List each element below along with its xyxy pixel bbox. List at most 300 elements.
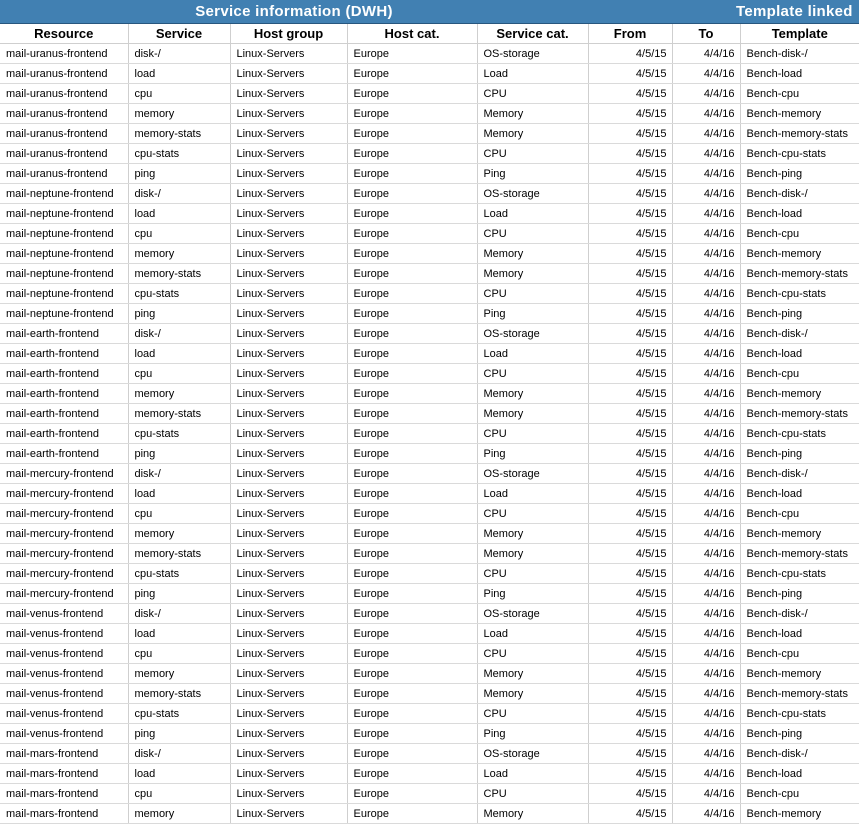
cell-template[interactable]: Bench-memory xyxy=(740,524,859,544)
cell-service-cat[interactable]: OS-storage xyxy=(477,44,588,64)
cell-service-cat[interactable]: OS-storage xyxy=(477,324,588,344)
cell-service-cat[interactable]: CPU xyxy=(477,704,588,724)
cell-from[interactable]: 4/5/15 xyxy=(588,84,672,104)
cell-to[interactable]: 4/4/16 xyxy=(672,504,740,524)
cell-service-cat[interactable]: Memory xyxy=(477,684,588,704)
cell-from[interactable]: 4/5/15 xyxy=(588,404,672,424)
cell-host-group[interactable]: Linux-Servers xyxy=(230,44,347,64)
cell-from[interactable]: 4/5/15 xyxy=(588,784,672,804)
cell-service[interactable]: memory-stats xyxy=(128,404,230,424)
cell-host-group[interactable]: Linux-Servers xyxy=(230,484,347,504)
cell-service-cat[interactable]: Load xyxy=(477,344,588,364)
cell-resource[interactable]: mail-earth-frontend xyxy=(0,444,128,464)
cell-host-cat[interactable]: Europe xyxy=(347,44,477,64)
cell-service[interactable]: cpu xyxy=(128,784,230,804)
cell-template[interactable]: Bench-cpu-stats xyxy=(740,144,859,164)
cell-service-cat[interactable]: Memory xyxy=(477,524,588,544)
cell-host-cat[interactable]: Europe xyxy=(347,264,477,284)
cell-service-cat[interactable]: OS-storage xyxy=(477,184,588,204)
cell-service[interactable]: load xyxy=(128,484,230,504)
cell-service[interactable]: load xyxy=(128,624,230,644)
column-header-host-cat[interactable]: Host cat. xyxy=(347,24,477,44)
cell-resource[interactable]: mail-mercury-frontend xyxy=(0,524,128,544)
cell-template[interactable]: Bench-load xyxy=(740,484,859,504)
cell-from[interactable]: 4/5/15 xyxy=(588,164,672,184)
cell-resource[interactable]: mail-neptune-frontend xyxy=(0,184,128,204)
cell-host-group[interactable]: Linux-Servers xyxy=(230,544,347,564)
cell-from[interactable]: 4/5/15 xyxy=(588,204,672,224)
cell-resource[interactable]: mail-mars-frontend xyxy=(0,764,128,784)
cell-resource[interactable]: mail-earth-frontend xyxy=(0,344,128,364)
cell-resource[interactable]: mail-mercury-frontend xyxy=(0,584,128,604)
cell-template[interactable]: Bench-memory-stats xyxy=(740,404,859,424)
cell-template[interactable]: Bench-memory-stats xyxy=(740,264,859,284)
cell-template[interactable]: Bench-cpu-stats xyxy=(740,704,859,724)
cell-service-cat[interactable]: Memory xyxy=(477,264,588,284)
cell-template[interactable]: Bench-load xyxy=(740,64,859,84)
cell-resource[interactable]: mail-neptune-frontend xyxy=(0,284,128,304)
cell-from[interactable]: 4/5/15 xyxy=(588,424,672,444)
cell-host-group[interactable]: Linux-Servers xyxy=(230,244,347,264)
cell-host-cat[interactable]: Europe xyxy=(347,64,477,84)
cell-service[interactable]: memory xyxy=(128,384,230,404)
cell-from[interactable]: 4/5/15 xyxy=(588,464,672,484)
cell-host-cat[interactable]: Europe xyxy=(347,664,477,684)
cell-template[interactable]: Bench-memory-stats xyxy=(740,124,859,144)
cell-to[interactable]: 4/4/16 xyxy=(672,764,740,784)
cell-resource[interactable]: mail-uranus-frontend xyxy=(0,64,128,84)
cell-host-cat[interactable]: Europe xyxy=(347,284,477,304)
cell-from[interactable]: 4/5/15 xyxy=(588,384,672,404)
cell-template[interactable]: Bench-ping xyxy=(740,724,859,744)
cell-template[interactable]: Bench-cpu-stats xyxy=(740,564,859,584)
cell-template[interactable]: Bench-cpu xyxy=(740,84,859,104)
cell-host-group[interactable]: Linux-Servers xyxy=(230,444,347,464)
cell-service-cat[interactable]: CPU xyxy=(477,224,588,244)
cell-host-group[interactable]: Linux-Servers xyxy=(230,784,347,804)
cell-service[interactable]: cpu-stats xyxy=(128,284,230,304)
cell-service[interactable]: load xyxy=(128,204,230,224)
cell-from[interactable]: 4/5/15 xyxy=(588,304,672,324)
cell-host-group[interactable]: Linux-Servers xyxy=(230,104,347,124)
column-header-from[interactable]: From xyxy=(588,24,672,44)
cell-service-cat[interactable]: Memory xyxy=(477,244,588,264)
cell-host-cat[interactable]: Europe xyxy=(347,344,477,364)
cell-service[interactable]: memory-stats xyxy=(128,544,230,564)
cell-to[interactable]: 4/4/16 xyxy=(672,464,740,484)
cell-service[interactable]: memory xyxy=(128,664,230,684)
cell-template[interactable]: Bench-memory xyxy=(740,244,859,264)
cell-resource[interactable]: mail-venus-frontend xyxy=(0,724,128,744)
cell-service-cat[interactable]: Memory xyxy=(477,544,588,564)
cell-host-group[interactable]: Linux-Servers xyxy=(230,164,347,184)
cell-service-cat[interactable]: Memory xyxy=(477,664,588,684)
cell-template[interactable]: Bench-memory xyxy=(740,104,859,124)
cell-resource[interactable]: mail-uranus-frontend xyxy=(0,164,128,184)
cell-service-cat[interactable]: Ping xyxy=(477,724,588,744)
cell-from[interactable]: 4/5/15 xyxy=(588,744,672,764)
cell-from[interactable]: 4/5/15 xyxy=(588,544,672,564)
cell-template[interactable]: Bench-disk-/ xyxy=(740,604,859,624)
cell-template[interactable]: Bench-memory-stats xyxy=(740,544,859,564)
cell-host-group[interactable]: Linux-Servers xyxy=(230,464,347,484)
cell-template[interactable]: Bench-disk-/ xyxy=(740,744,859,764)
column-header-host-group[interactable]: Host group xyxy=(230,24,347,44)
cell-host-cat[interactable]: Europe xyxy=(347,584,477,604)
column-header-to[interactable]: To xyxy=(672,24,740,44)
cell-resource[interactable]: mail-mercury-frontend xyxy=(0,464,128,484)
cell-host-group[interactable]: Linux-Servers xyxy=(230,804,347,824)
cell-from[interactable]: 4/5/15 xyxy=(588,704,672,724)
cell-host-group[interactable]: Linux-Servers xyxy=(230,184,347,204)
cell-from[interactable]: 4/5/15 xyxy=(588,484,672,504)
cell-host-cat[interactable]: Europe xyxy=(347,764,477,784)
cell-host-group[interactable]: Linux-Servers xyxy=(230,684,347,704)
cell-host-cat[interactable]: Europe xyxy=(347,524,477,544)
cell-service-cat[interactable]: CPU xyxy=(477,504,588,524)
cell-service-cat[interactable]: Memory xyxy=(477,804,588,824)
cell-template[interactable]: Bench-load xyxy=(740,204,859,224)
cell-service[interactable]: cpu xyxy=(128,644,230,664)
cell-from[interactable]: 4/5/15 xyxy=(588,764,672,784)
cell-service-cat[interactable]: Ping xyxy=(477,584,588,604)
cell-resource[interactable]: mail-mars-frontend xyxy=(0,784,128,804)
cell-host-cat[interactable]: Europe xyxy=(347,144,477,164)
cell-from[interactable]: 4/5/15 xyxy=(588,364,672,384)
cell-from[interactable]: 4/5/15 xyxy=(588,324,672,344)
cell-service[interactable]: memory xyxy=(128,804,230,824)
cell-service-cat[interactable]: Memory xyxy=(477,384,588,404)
cell-service[interactable]: ping xyxy=(128,164,230,184)
cell-to[interactable]: 4/4/16 xyxy=(672,224,740,244)
cell-template[interactable]: Bench-cpu xyxy=(740,224,859,244)
cell-from[interactable]: 4/5/15 xyxy=(588,524,672,544)
cell-template[interactable]: Bench-cpu xyxy=(740,364,859,384)
cell-host-group[interactable]: Linux-Servers xyxy=(230,204,347,224)
cell-host-cat[interactable]: Europe xyxy=(347,384,477,404)
cell-host-group[interactable]: Linux-Servers xyxy=(230,664,347,684)
cell-resource[interactable]: mail-earth-frontend xyxy=(0,424,128,444)
cell-resource[interactable]: mail-earth-frontend xyxy=(0,324,128,344)
cell-to[interactable]: 4/4/16 xyxy=(672,724,740,744)
cell-service-cat[interactable]: OS-storage xyxy=(477,604,588,624)
cell-to[interactable]: 4/4/16 xyxy=(672,164,740,184)
cell-service[interactable]: cpu xyxy=(128,504,230,524)
cell-host-cat[interactable]: Europe xyxy=(347,704,477,724)
cell-host-group[interactable]: Linux-Servers xyxy=(230,324,347,344)
cell-resource[interactable]: mail-neptune-frontend xyxy=(0,264,128,284)
cell-service[interactable]: cpu-stats xyxy=(128,704,230,724)
cell-to[interactable]: 4/4/16 xyxy=(672,64,740,84)
cell-resource[interactable]: mail-uranus-frontend xyxy=(0,44,128,64)
cell-host-group[interactable]: Linux-Servers xyxy=(230,224,347,244)
cell-service[interactable]: disk-/ xyxy=(128,184,230,204)
cell-template[interactable]: Bench-cpu xyxy=(740,784,859,804)
cell-template[interactable]: Bench-ping xyxy=(740,304,859,324)
cell-host-cat[interactable]: Europe xyxy=(347,364,477,384)
cell-service[interactable]: memory-stats xyxy=(128,264,230,284)
cell-template[interactable]: Bench-memory xyxy=(740,384,859,404)
cell-host-cat[interactable]: Europe xyxy=(347,244,477,264)
cell-host-cat[interactable]: Europe xyxy=(347,444,477,464)
cell-host-group[interactable]: Linux-Servers xyxy=(230,564,347,584)
cell-from[interactable]: 4/5/15 xyxy=(588,584,672,604)
cell-host-cat[interactable]: Europe xyxy=(347,644,477,664)
cell-template[interactable]: Bench-memory xyxy=(740,664,859,684)
column-header-resource[interactable]: Resource xyxy=(0,24,128,44)
cell-resource[interactable]: mail-mars-frontend xyxy=(0,744,128,764)
cell-host-group[interactable]: Linux-Servers xyxy=(230,404,347,424)
cell-to[interactable]: 4/4/16 xyxy=(672,384,740,404)
column-header-service[interactable]: Service xyxy=(128,24,230,44)
cell-service[interactable]: ping xyxy=(128,584,230,604)
cell-host-cat[interactable]: Europe xyxy=(347,784,477,804)
cell-service[interactable]: cpu-stats xyxy=(128,424,230,444)
cell-host-group[interactable]: Linux-Servers xyxy=(230,584,347,604)
cell-from[interactable]: 4/5/15 xyxy=(588,64,672,84)
cell-service[interactable]: ping xyxy=(128,304,230,324)
cell-resource[interactable]: mail-earth-frontend xyxy=(0,384,128,404)
cell-resource[interactable]: mail-mercury-frontend xyxy=(0,564,128,584)
cell-from[interactable]: 4/5/15 xyxy=(588,44,672,64)
column-header-template[interactable]: Template xyxy=(740,24,859,44)
cell-host-cat[interactable]: Europe xyxy=(347,484,477,504)
cell-from[interactable]: 4/5/15 xyxy=(588,664,672,684)
cell-host-group[interactable]: Linux-Servers xyxy=(230,624,347,644)
cell-resource[interactable]: mail-venus-frontend xyxy=(0,704,128,724)
cell-host-group[interactable]: Linux-Servers xyxy=(230,64,347,84)
cell-to[interactable]: 4/4/16 xyxy=(672,524,740,544)
cell-to[interactable]: 4/4/16 xyxy=(672,424,740,444)
cell-host-group[interactable]: Linux-Servers xyxy=(230,124,347,144)
cell-host-cat[interactable]: Europe xyxy=(347,684,477,704)
cell-resource[interactable]: mail-neptune-frontend xyxy=(0,204,128,224)
cell-service[interactable]: memory-stats xyxy=(128,684,230,704)
cell-to[interactable]: 4/4/16 xyxy=(672,744,740,764)
cell-to[interactable]: 4/4/16 xyxy=(672,124,740,144)
cell-resource[interactable]: mail-venus-frontend xyxy=(0,624,128,644)
cell-host-cat[interactable]: Europe xyxy=(347,804,477,824)
cell-to[interactable]: 4/4/16 xyxy=(672,704,740,724)
cell-to[interactable]: 4/4/16 xyxy=(672,644,740,664)
cell-resource[interactable]: mail-uranus-frontend xyxy=(0,104,128,124)
cell-host-cat[interactable]: Europe xyxy=(347,504,477,524)
cell-from[interactable]: 4/5/15 xyxy=(588,144,672,164)
cell-host-group[interactable]: Linux-Servers xyxy=(230,424,347,444)
cell-template[interactable]: Bench-load xyxy=(740,344,859,364)
cell-service[interactable]: cpu-stats xyxy=(128,564,230,584)
cell-host-cat[interactable]: Europe xyxy=(347,624,477,644)
cell-service-cat[interactable]: Load xyxy=(477,204,588,224)
cell-to[interactable]: 4/4/16 xyxy=(672,364,740,384)
cell-template[interactable]: Bench-memory xyxy=(740,804,859,824)
cell-service[interactable]: cpu xyxy=(128,84,230,104)
cell-from[interactable]: 4/5/15 xyxy=(588,224,672,244)
cell-host-cat[interactable]: Europe xyxy=(347,724,477,744)
cell-template[interactable]: Bench-load xyxy=(740,624,859,644)
cell-host-cat[interactable]: Europe xyxy=(347,424,477,444)
cell-from[interactable]: 4/5/15 xyxy=(588,184,672,204)
cell-service[interactable]: disk-/ xyxy=(128,604,230,624)
cell-to[interactable]: 4/4/16 xyxy=(672,204,740,224)
cell-to[interactable]: 4/4/16 xyxy=(672,244,740,264)
cell-from[interactable]: 4/5/15 xyxy=(588,624,672,644)
cell-from[interactable]: 4/5/15 xyxy=(588,604,672,624)
cell-template[interactable]: Bench-cpu-stats xyxy=(740,424,859,444)
cell-resource[interactable]: mail-neptune-frontend xyxy=(0,224,128,244)
cell-to[interactable]: 4/4/16 xyxy=(672,184,740,204)
cell-host-group[interactable]: Linux-Servers xyxy=(230,604,347,624)
cell-host-group[interactable]: Linux-Servers xyxy=(230,304,347,324)
cell-resource[interactable]: mail-uranus-frontend xyxy=(0,84,128,104)
cell-host-group[interactable]: Linux-Servers xyxy=(230,764,347,784)
cell-template[interactable]: Bench-cpu-stats xyxy=(740,284,859,304)
cell-to[interactable]: 4/4/16 xyxy=(672,664,740,684)
cell-service-cat[interactable]: CPU xyxy=(477,564,588,584)
cell-to[interactable]: 4/4/16 xyxy=(672,84,740,104)
cell-host-cat[interactable]: Europe xyxy=(347,744,477,764)
cell-resource[interactable]: mail-mercury-frontend xyxy=(0,484,128,504)
cell-service[interactable]: load xyxy=(128,344,230,364)
column-header-service-cat[interactable]: Service cat. xyxy=(477,24,588,44)
cell-resource[interactable]: mail-mercury-frontend xyxy=(0,544,128,564)
cell-from[interactable]: 4/5/15 xyxy=(588,244,672,264)
cell-service-cat[interactable]: CPU xyxy=(477,144,588,164)
cell-from[interactable]: 4/5/15 xyxy=(588,644,672,664)
cell-service-cat[interactable]: OS-storage xyxy=(477,464,588,484)
cell-service-cat[interactable]: CPU xyxy=(477,784,588,804)
cell-template[interactable]: Bench-ping xyxy=(740,444,859,464)
cell-service-cat[interactable]: OS-storage xyxy=(477,744,588,764)
cell-host-cat[interactable]: Europe xyxy=(347,124,477,144)
cell-host-group[interactable]: Linux-Servers xyxy=(230,264,347,284)
cell-resource[interactable]: mail-uranus-frontend xyxy=(0,124,128,144)
cell-to[interactable]: 4/4/16 xyxy=(672,624,740,644)
cell-host-cat[interactable]: Europe xyxy=(347,404,477,424)
cell-from[interactable]: 4/5/15 xyxy=(588,724,672,744)
cell-host-group[interactable]: Linux-Servers xyxy=(230,384,347,404)
cell-to[interactable]: 4/4/16 xyxy=(672,584,740,604)
cell-template[interactable]: Bench-cpu xyxy=(740,504,859,524)
cell-service[interactable]: memory xyxy=(128,244,230,264)
cell-host-cat[interactable]: Europe xyxy=(347,464,477,484)
cell-service[interactable]: ping xyxy=(128,724,230,744)
cell-host-cat[interactable]: Europe xyxy=(347,564,477,584)
cell-service-cat[interactable]: CPU xyxy=(477,284,588,304)
cell-to[interactable]: 4/4/16 xyxy=(672,264,740,284)
cell-to[interactable]: 4/4/16 xyxy=(672,444,740,464)
cell-service-cat[interactable]: Load xyxy=(477,624,588,644)
cell-to[interactable]: 4/4/16 xyxy=(672,44,740,64)
cell-resource[interactable]: mail-mars-frontend xyxy=(0,804,128,824)
cell-template[interactable]: Bench-cpu xyxy=(740,644,859,664)
cell-to[interactable]: 4/4/16 xyxy=(672,404,740,424)
cell-service-cat[interactable]: Memory xyxy=(477,104,588,124)
cell-service[interactable]: cpu-stats xyxy=(128,144,230,164)
cell-host-cat[interactable]: Europe xyxy=(347,204,477,224)
cell-host-cat[interactable]: Europe xyxy=(347,164,477,184)
cell-to[interactable]: 4/4/16 xyxy=(672,484,740,504)
cell-service[interactable]: load xyxy=(128,764,230,784)
cell-from[interactable]: 4/5/15 xyxy=(588,504,672,524)
cell-service[interactable]: disk-/ xyxy=(128,324,230,344)
cell-to[interactable]: 4/4/16 xyxy=(672,144,740,164)
cell-to[interactable]: 4/4/16 xyxy=(672,784,740,804)
cell-host-cat[interactable]: Europe xyxy=(347,224,477,244)
cell-to[interactable]: 4/4/16 xyxy=(672,564,740,584)
cell-resource[interactable]: mail-venus-frontend xyxy=(0,604,128,624)
cell-service-cat[interactable]: Memory xyxy=(477,124,588,144)
cell-from[interactable]: 4/5/15 xyxy=(588,684,672,704)
cell-to[interactable]: 4/4/16 xyxy=(672,544,740,564)
cell-host-cat[interactable]: Europe xyxy=(347,304,477,324)
cell-service-cat[interactable]: Load xyxy=(477,64,588,84)
cell-host-cat[interactable]: Europe xyxy=(347,604,477,624)
cell-service[interactable]: disk-/ xyxy=(128,44,230,64)
cell-resource[interactable]: mail-mercury-frontend xyxy=(0,504,128,524)
cell-host-cat[interactable]: Europe xyxy=(347,104,477,124)
cell-resource[interactable]: mail-earth-frontend xyxy=(0,404,128,424)
cell-service-cat[interactable]: Ping xyxy=(477,164,588,184)
cell-from[interactable]: 4/5/15 xyxy=(588,564,672,584)
cell-template[interactable]: Bench-disk-/ xyxy=(740,44,859,64)
cell-template[interactable]: Bench-load xyxy=(740,764,859,784)
cell-resource[interactable]: mail-venus-frontend xyxy=(0,684,128,704)
cell-template[interactable]: Bench-memory-stats xyxy=(740,684,859,704)
cell-to[interactable]: 4/4/16 xyxy=(672,804,740,824)
cell-service-cat[interactable]: Memory xyxy=(477,404,588,424)
cell-to[interactable]: 4/4/16 xyxy=(672,604,740,624)
cell-service[interactable]: ping xyxy=(128,444,230,464)
cell-to[interactable]: 4/4/16 xyxy=(672,684,740,704)
cell-template[interactable]: Bench-ping xyxy=(740,584,859,604)
cell-service-cat[interactable]: Ping xyxy=(477,304,588,324)
cell-to[interactable]: 4/4/16 xyxy=(672,304,740,324)
cell-from[interactable]: 4/5/15 xyxy=(588,804,672,824)
cell-from[interactable]: 4/5/15 xyxy=(588,124,672,144)
cell-resource[interactable]: mail-neptune-frontend xyxy=(0,244,128,264)
cell-from[interactable]: 4/5/15 xyxy=(588,104,672,124)
cell-host-cat[interactable]: Europe xyxy=(347,184,477,204)
cell-from[interactable]: 4/5/15 xyxy=(588,264,672,284)
cell-host-group[interactable]: Linux-Servers xyxy=(230,744,347,764)
cell-host-cat[interactable]: Europe xyxy=(347,324,477,344)
cell-host-group[interactable]: Linux-Servers xyxy=(230,364,347,384)
cell-service-cat[interactable]: Load xyxy=(477,764,588,784)
cell-service-cat[interactable]: Load xyxy=(477,484,588,504)
cell-to[interactable]: 4/4/16 xyxy=(672,324,740,344)
cell-resource[interactable]: mail-neptune-frontend xyxy=(0,304,128,324)
cell-service[interactable]: cpu xyxy=(128,224,230,244)
cell-template[interactable]: Bench-disk-/ xyxy=(740,464,859,484)
cell-service[interactable]: memory xyxy=(128,524,230,544)
cell-template[interactable]: Bench-disk-/ xyxy=(740,184,859,204)
cell-host-cat[interactable]: Europe xyxy=(347,544,477,564)
cell-to[interactable]: 4/4/16 xyxy=(672,284,740,304)
cell-from[interactable]: 4/5/15 xyxy=(588,444,672,464)
cell-host-group[interactable]: Linux-Servers xyxy=(230,704,347,724)
cell-service-cat[interactable]: CPU xyxy=(477,84,588,104)
cell-template[interactable]: Bench-ping xyxy=(740,164,859,184)
cell-service[interactable]: disk-/ xyxy=(128,464,230,484)
cell-to[interactable]: 4/4/16 xyxy=(672,104,740,124)
cell-from[interactable]: 4/5/15 xyxy=(588,284,672,304)
cell-from[interactable]: 4/5/15 xyxy=(588,344,672,364)
cell-host-group[interactable]: Linux-Servers xyxy=(230,144,347,164)
cell-service[interactable]: memory xyxy=(128,104,230,124)
cell-template[interactable]: Bench-disk-/ xyxy=(740,324,859,344)
cell-service-cat[interactable]: CPU xyxy=(477,424,588,444)
